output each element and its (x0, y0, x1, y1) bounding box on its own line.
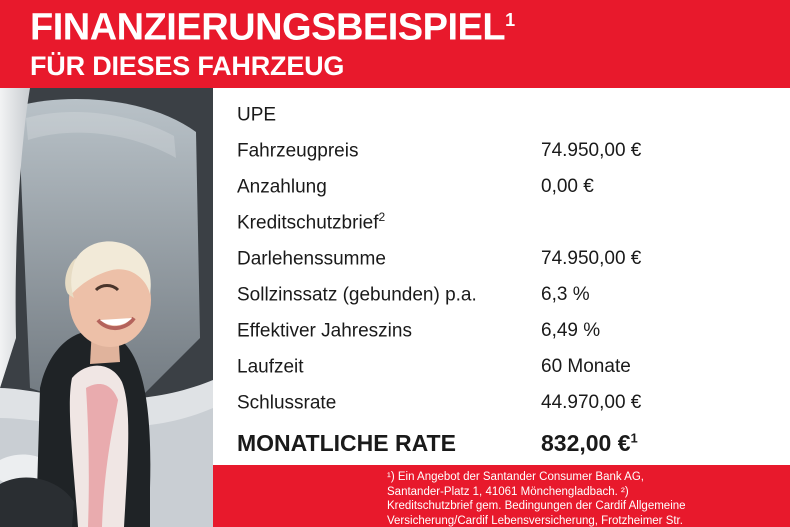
table-row (237, 102, 790, 138)
footnote-line-2: Santander-Platz 1, 41061 Mönchengladbach. ²) (387, 485, 629, 498)
row-label (237, 246, 541, 270)
monthly-rate-label: MONATLICHE RATE (237, 430, 456, 456)
row-label-text: Schlussrate (237, 392, 337, 414)
table-row (237, 138, 790, 174)
footnote-line-1: ¹) Ein Angebot der Santander Consumer Bank AG, (387, 471, 644, 483)
page-title-text: FINANZIERUNGSBEISPIEL (30, 6, 506, 49)
row-label-text: Sollzinssatz (gebunden) p.a. (237, 284, 477, 306)
footnote-line-3: Kreditschutzbrief gem. Bedingungen der Cardif Allgemeine (387, 500, 686, 512)
table-row (237, 210, 790, 246)
row-label-text: Kreditschutzbrief (237, 212, 379, 234)
row-label (237, 354, 541, 378)
page-title-footnote-marker: 1 (505, 10, 515, 30)
row-label (237, 174, 541, 198)
row-label (237, 102, 541, 126)
row-label (237, 210, 541, 234)
table-row (237, 282, 790, 318)
legal-footnote (387, 470, 787, 527)
row-label (237, 282, 541, 306)
row-label (237, 390, 541, 414)
poster-header (30, 0, 770, 81)
row-value: 60 Monate (541, 356, 631, 378)
row-value: 74.950,00 € (541, 140, 642, 162)
vehicle-customer-photo (0, 88, 213, 527)
footnote-line-4: Versicherung/Cardif Lebensversicherung, Frotzheimer Str. (387, 514, 683, 527)
row-label-text: UPE (237, 104, 277, 126)
row-value: 74.950,00 € (541, 248, 642, 270)
row-label (237, 138, 541, 162)
row-value: 44.970,00 € (541, 392, 642, 414)
row-label-text: Laufzeit (237, 356, 304, 378)
page-title (30, 0, 770, 48)
row-label-sup: 2 (378, 210, 386, 224)
row-label-text: Anzahlung (237, 176, 327, 198)
financing-rows (237, 102, 790, 474)
row-label-text: Effektiver Jahreszins (237, 320, 412, 342)
row-value: 6,3 % (541, 284, 590, 306)
table-row (237, 354, 790, 390)
row-label (237, 318, 541, 342)
financing-table-panel (213, 88, 790, 465)
row-value: 6,49 % (541, 320, 601, 342)
monthly-rate-row (237, 430, 790, 474)
monthly-rate-value (541, 430, 638, 457)
monthly-rate-sup: 1 (630, 430, 638, 446)
page-subtitle: FÜR DIESES FAHRZEUG (30, 50, 345, 81)
table-row (237, 246, 790, 282)
row-label-text: Fahrzeugpreis (237, 140, 359, 162)
table-row (237, 318, 790, 354)
row-label-text: Darlehenssumme (237, 248, 386, 270)
table-row (237, 390, 790, 426)
table-row (237, 174, 790, 210)
photo-illustration (0, 88, 213, 527)
monthly-rate-amount: 832,00 € (541, 430, 631, 456)
row-value: 0,00 € (541, 176, 594, 198)
